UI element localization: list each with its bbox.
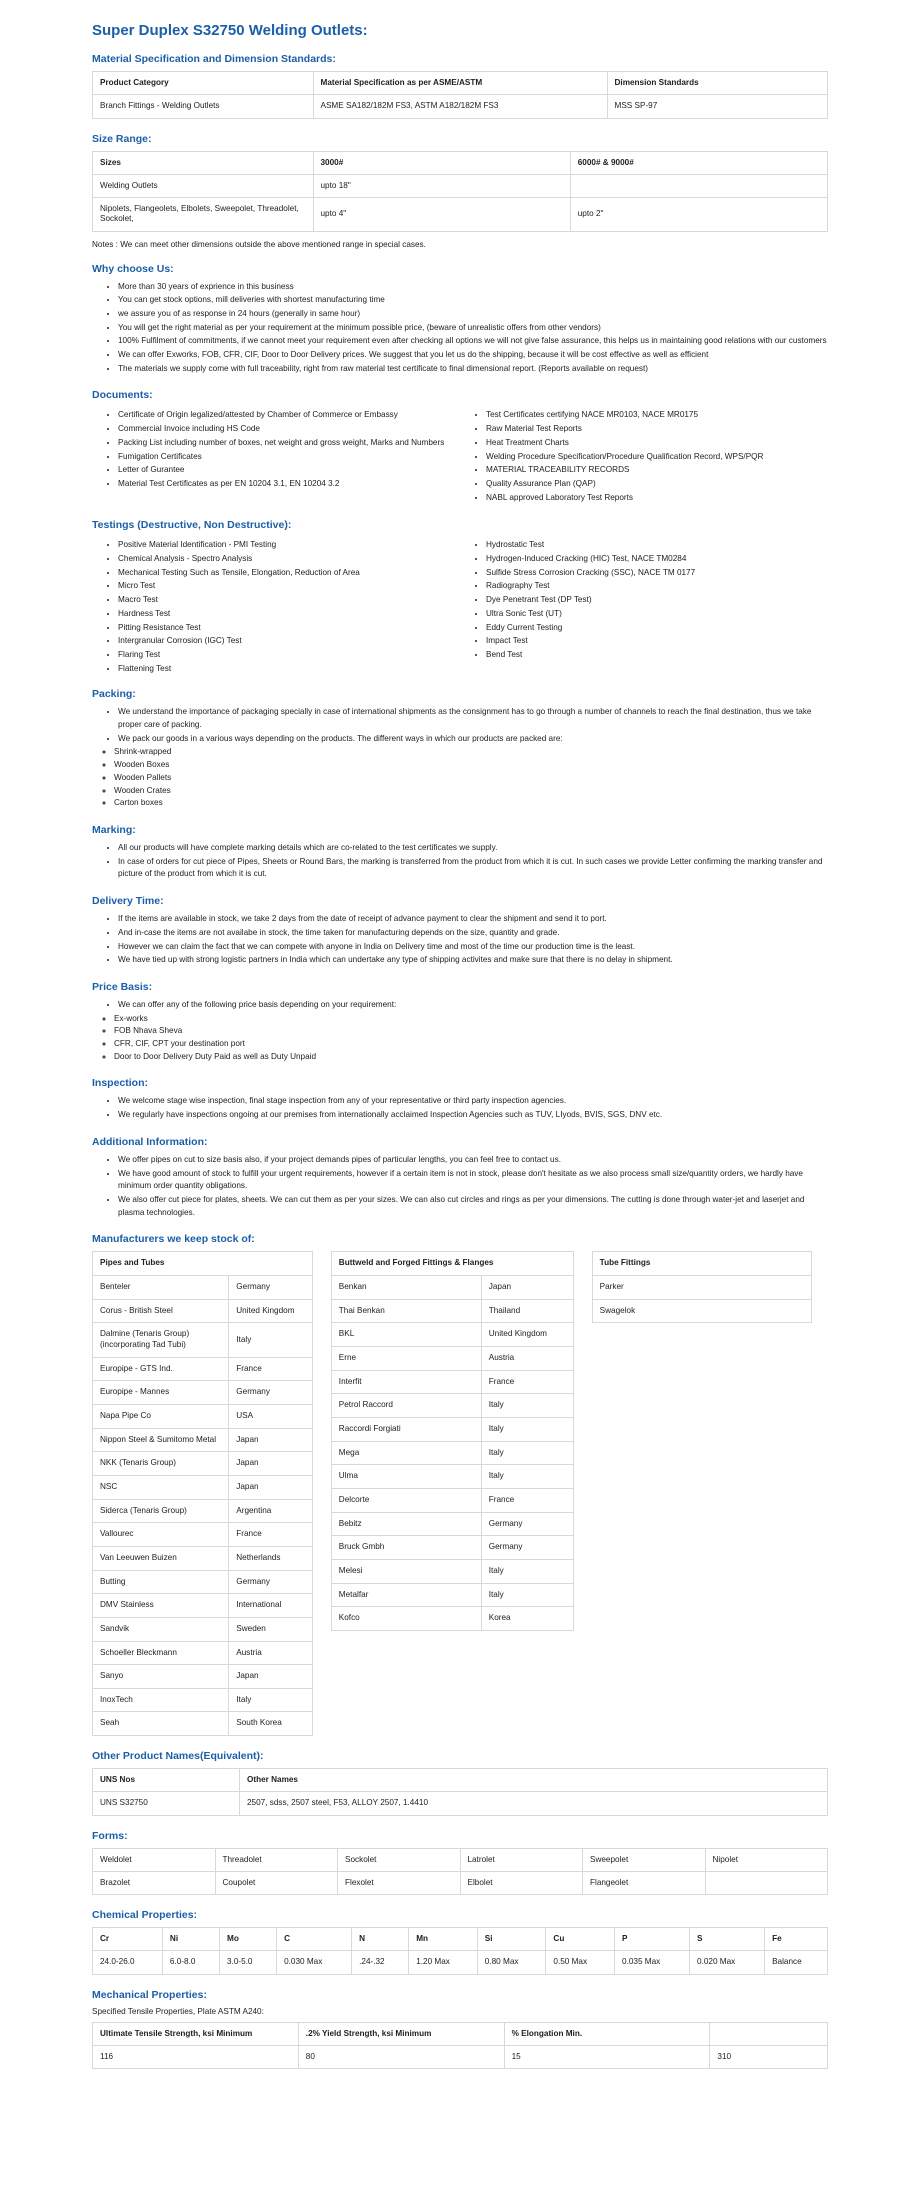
- cell-country: Japan: [481, 1276, 573, 1300]
- table-row: [93, 198, 828, 232]
- list-item: ◦ Ex-works: [114, 1013, 828, 1026]
- list-item: • Flattening Test: [118, 663, 460, 676]
- cell-maker: NKK (Tenaris Group): [93, 1452, 229, 1476]
- list-item: • Hydrogen-Induced Cracking (HIC) Test, NACE TM0284: [486, 553, 828, 566]
- section-heading-why-choose-us: Why choose Us:: [92, 262, 174, 275]
- col-mo: Mo: [220, 1928, 277, 1951]
- list-item: • NABL approved Laboratory Test Reports: [486, 492, 828, 505]
- table-row: [331, 1465, 573, 1489]
- cell-country: Italy: [229, 1323, 313, 1357]
- chemical-properties-table: [92, 1927, 828, 1975]
- section-heading-price-basis: Price Basis:: [92, 980, 153, 993]
- list-item: • However we can claim the fact that we can compete with anyone in India on Delivery time and most of the time our production time is the least.: [118, 941, 828, 954]
- list-item: • More than 30 years of exprience in this business: [118, 281, 828, 294]
- table-row: [93, 1848, 828, 1871]
- testings-right-column: [460, 537, 828, 676]
- col-6000-9000: 6000# & 9000#: [570, 151, 827, 174]
- table-header-row: [331, 1252, 573, 1276]
- table-row: [93, 1792, 828, 1815]
- cell-s: 0.020 Max: [690, 1951, 765, 1974]
- cell-maker: DMV Stainless: [93, 1594, 229, 1618]
- table-header-row: [93, 72, 828, 95]
- col-uns-nos: UNS Nos: [93, 1769, 240, 1792]
- list-item: • We offer pipes on cut to size basis also, if your project demands pipes of particular lengths, you can feel free to contact us.: [118, 1154, 828, 1167]
- cell-maker: Nippon Steel & Sumitomo Metal: [93, 1428, 229, 1452]
- list-item: • Micro Test: [118, 580, 460, 593]
- list-item: • We welcome stage wise inspection, final stage inspection from any of your representative or third party inspection agencies.: [118, 1095, 828, 1108]
- col-ultimate-tensile-strength: Ultimate Tensile Strength, ksi Minimum: [93, 2022, 299, 2045]
- cell-country: Germany: [229, 1570, 313, 1594]
- table-row: [93, 1570, 313, 1594]
- cell-maker: Europipe - Mannes: [93, 1381, 229, 1405]
- manufacturers-pipes-and-tubes: [92, 1251, 313, 1736]
- col-extra: [710, 2022, 828, 2045]
- cell-n: .24-.32: [352, 1951, 409, 1974]
- list-item: ◦ Door to Door Delivery Duty Paid as well as Duty Unpaid: [114, 1051, 828, 1064]
- table-row: [93, 1299, 313, 1323]
- cell-form: Elbolet: [460, 1871, 583, 1894]
- cell-mn: 1.20 Max: [409, 1951, 478, 1974]
- price-basis-list: [92, 999, 828, 1012]
- table-row: [93, 2045, 828, 2068]
- table-row: [331, 1536, 573, 1560]
- cell-size-6000: upto 2": [570, 198, 827, 232]
- cell-form: [705, 1871, 828, 1894]
- manufacturers-tube-fittings: [592, 1251, 813, 1323]
- documents-columns: [92, 407, 828, 505]
- list-item: • Heat Treatment Charts: [486, 437, 828, 450]
- list-item: • Radiography Test: [486, 580, 828, 593]
- additional-information-list: [92, 1154, 828, 1220]
- table-row: [331, 1299, 573, 1323]
- table-row: [592, 1276, 812, 1300]
- cell-country: United Kingdom: [481, 1323, 573, 1347]
- cell-maker: InoxTech: [93, 1688, 229, 1712]
- table-row: [93, 1665, 313, 1689]
- list-item: • Sulfide Stress Corrosion Cracking (SSC), NACE TM 0177: [486, 567, 828, 580]
- documents-right-list: [460, 409, 828, 504]
- cell-maker: Butting: [93, 1570, 229, 1594]
- list-item: • Mechanical Testing Such as Tensile, Elongation, Reduction of Area: [118, 567, 460, 580]
- cell-maker: NSC: [93, 1475, 229, 1499]
- cell-maker: Metalfar: [331, 1583, 481, 1607]
- cell-country: Italy: [481, 1441, 573, 1465]
- section-heading-mechanical-properties: Mechanical Properties:: [92, 1988, 207, 2001]
- size-range-note: Notes : We can meet other dimensions outside the above mentioned range in special cases.: [92, 239, 426, 249]
- list-item: • Intergranular Corrosion (IGC) Test: [118, 635, 460, 648]
- cell-maker: Bruck Gmbh: [331, 1536, 481, 1560]
- packing-sub-list: [92, 746, 828, 810]
- table-row: [331, 1276, 573, 1300]
- cell-maker: Vallourec: [93, 1523, 229, 1547]
- cell-country: Korea: [481, 1607, 573, 1631]
- cell-maker: Petrol Raccord: [331, 1394, 481, 1418]
- col-cr: Cr: [93, 1928, 163, 1951]
- cell-maker: Benkan: [331, 1276, 481, 1300]
- list-item: ◦ Wooden Crates: [114, 785, 828, 798]
- col-yield-strength: .2% Yield Strength, ksi Minimum: [298, 2022, 504, 2045]
- cell-form: Threadolet: [215, 1848, 338, 1871]
- col-other-names: Other Names: [240, 1769, 828, 1792]
- cell-maker: Thai Benkan: [331, 1299, 481, 1323]
- documents-left-list: [92, 409, 460, 490]
- table-row: [331, 1559, 573, 1583]
- list-item: • we assure you of as response in 24 hours (generally in same hour): [118, 308, 828, 321]
- list-item: • Bend Test: [486, 649, 828, 662]
- table-row: [93, 1951, 828, 1974]
- cell-maker: Corus - British Steel: [93, 1299, 229, 1323]
- list-item: ◦ CFR, CIF, CPT your destination port: [114, 1038, 828, 1051]
- cell-country: Netherlands: [229, 1546, 313, 1570]
- cell-maker: Raccordi Forgiati: [331, 1417, 481, 1441]
- table-row: [93, 1871, 828, 1894]
- cell-maker: Europipe - GTS Ind.: [93, 1357, 229, 1381]
- cell-country: Japan: [229, 1475, 313, 1499]
- table-row: [93, 1323, 313, 1357]
- cell-maker: Ulma: [331, 1465, 481, 1489]
- table-row: [93, 1428, 313, 1452]
- cell-maker: Schoeller Bleckmann: [93, 1641, 229, 1665]
- section-heading-delivery-time: Delivery Time:: [92, 895, 164, 908]
- cell-size-name: Welding Outlets: [93, 174, 314, 197]
- table-row: [93, 1688, 313, 1712]
- table-row: [331, 1394, 573, 1418]
- table-row: [93, 1276, 313, 1300]
- col-pipes-and-tubes: Pipes and Tubes: [93, 1252, 313, 1276]
- cell-country: France: [229, 1357, 313, 1381]
- table-row: [93, 1594, 313, 1618]
- cell-extra: 310: [710, 2045, 828, 2068]
- table-header-row: [93, 1928, 828, 1951]
- list-item: • Pitting Resistance Test: [118, 622, 460, 635]
- table-row: [592, 1299, 812, 1323]
- cell-country: United Kingdom: [229, 1299, 313, 1323]
- cell-uns-no: UNS S32750: [93, 1792, 240, 1815]
- list-item: • Hardness Test: [118, 608, 460, 621]
- cell-country: Italy: [481, 1394, 573, 1418]
- table-row: [331, 1370, 573, 1394]
- cell-country: Italy: [481, 1417, 573, 1441]
- list-item: • We also offer cut piece for plates, sheets. We can cut them as per your sizes. We can also cut circles and rings as per your dimensions. The cutting is done through water-jet and laserjet and plasma technologies.: [118, 1194, 828, 1219]
- cell-country: South Korea: [229, 1712, 313, 1736]
- pipes-and-tubes-table: [92, 1251, 313, 1736]
- table-row: [93, 1641, 313, 1665]
- cell-maker: Benteler: [93, 1276, 229, 1300]
- cell-si: 0.80 Max: [477, 1951, 546, 1974]
- page-title: Super Duplex S32750 Welding Outlets:: [92, 22, 368, 39]
- cell-yield-strength: 80: [298, 2045, 504, 2068]
- cell-form: Sockolet: [338, 1848, 461, 1871]
- cell-maker: Erne: [331, 1346, 481, 1370]
- section-heading-chemical-properties: Chemical Properties:: [92, 1909, 198, 1922]
- list-item: • We understand the importance of packaging specially in case of international shipments as the consignment has to go through a number of channels to reach the final destination, thus we take proper care of packing.: [118, 706, 828, 731]
- cell-country: Germany: [481, 1536, 573, 1560]
- table-row: [93, 1452, 313, 1476]
- cell-maker: Dalmine (Tenaris Group) (incorporating Tad Tubi): [93, 1323, 229, 1357]
- table-header-row: [93, 151, 828, 174]
- list-item: • We pack our goods in a various ways depending on the products. The different ways in which our products are packed are:: [118, 733, 828, 746]
- table-row: [93, 1475, 313, 1499]
- col-ni: Ni: [162, 1928, 219, 1951]
- cell-dimension-standards: MSS SP-97: [607, 95, 828, 118]
- cell-maker: Van Leeuwen Buizen: [93, 1546, 229, 1570]
- cell-maker: Seah: [93, 1712, 229, 1736]
- table-row: [93, 1499, 313, 1523]
- cell-maker: Siderca (Tenaris Group): [93, 1499, 229, 1523]
- list-item: • Packing List including number of boxes, net weight and gross weight, Marks and Numbers: [118, 437, 460, 450]
- cell-form: Sweepolet: [583, 1848, 706, 1871]
- cell-form: Nipolet: [705, 1848, 828, 1871]
- price-basis-sub-list: [92, 1013, 828, 1064]
- cell-country: USA: [229, 1404, 313, 1428]
- list-item: • Letter of Gurantee: [118, 464, 460, 477]
- list-item: • We can offer any of the following price basis depending on your requirement:: [118, 999, 828, 1012]
- list-item: • Positive Material Identification - PMI Testing: [118, 539, 460, 552]
- section-heading-testings: Testings (Destructive, Non Destructive):: [92, 519, 292, 532]
- cell-maker: BKL: [331, 1323, 481, 1347]
- table-row: [331, 1512, 573, 1536]
- list-item: • Quality Assurance Plan (QAP): [486, 478, 828, 491]
- table-row: [93, 1712, 313, 1736]
- cell-country: Germany: [229, 1381, 313, 1405]
- section-heading-material-spec: Material Specification and Dimension Standards:: [92, 53, 336, 65]
- section-heading-inspection: Inspection:: [92, 1077, 149, 1090]
- list-item: • Eddy Current Testing: [486, 622, 828, 635]
- list-item: • In case of orders for cut piece of Pipes, Sheets or Round Bars, the marking is transferred from the product from which it is cut. In such cases we provide Letter confirming the marking transfer and picture of the product from which it is cut.: [118, 856, 828, 881]
- forms-table: [92, 1848, 828, 1896]
- list-item: • You can get stock options, mill deliveries with shortest manufacturing time: [118, 294, 828, 307]
- table-header-row: [592, 1252, 812, 1276]
- other-names-table: [92, 1768, 828, 1816]
- table-row: [331, 1488, 573, 1512]
- cell-form: Flangeolet: [583, 1871, 706, 1894]
- list-item: • All our products will have complete marking details which are co-related to the test certificates we supply.: [118, 842, 828, 855]
- list-item: • 100% Fulfilment of commitments, if we cannot meet your requirement even after checking all options we will not give false assurance, this helps us in maintaining good relations with our customers: [118, 335, 828, 348]
- cell-country: Austria: [481, 1346, 573, 1370]
- table-row: [93, 1617, 313, 1641]
- table-header-row: [93, 2022, 828, 2045]
- cell-form: Weldolet: [93, 1848, 216, 1871]
- list-item: • Material Test Certificates as per EN 10204 3.1, EN 10204 3.2: [118, 478, 460, 491]
- section-heading-packing: Packing:: [92, 688, 136, 701]
- cell-country: Austria: [229, 1641, 313, 1665]
- table-row: [331, 1323, 573, 1347]
- size-range-table: [92, 151, 828, 232]
- tube-fittings-table: [592, 1251, 813, 1323]
- list-item: • Flaring Test: [118, 649, 460, 662]
- testings-left-list: [92, 539, 460, 675]
- section-heading-forms: Forms:: [92, 1829, 128, 1842]
- table-row: [93, 1523, 313, 1547]
- cell-country: Argentina: [229, 1499, 313, 1523]
- cell-country: Germany: [481, 1512, 573, 1536]
- cell-maker: Interfit: [331, 1370, 481, 1394]
- cell-country: Italy: [481, 1465, 573, 1489]
- list-item: • And in-case the items are not availabe in stock, the time taken for manufacturing depends on the size, quantity and grade.: [118, 927, 828, 940]
- cell-product-category: Branch Fittings - Welding Outlets: [93, 95, 314, 118]
- cell-c: 0.030 Max: [277, 1951, 352, 1974]
- list-item: • Macro Test: [118, 594, 460, 607]
- cell-ni: 6.0-8.0: [162, 1951, 219, 1974]
- list-item: ◦ Wooden Pallets: [114, 772, 828, 785]
- list-item: • The materials we supply come with full traceability, right from raw material test certificate to final dimensional report. (Reports available on request): [118, 363, 828, 376]
- list-item: • We can offer Exworks, FOB, CFR, CIF, Door to Door Delivery prices. We suggest that you let us do the shipping, because it will be cost effective as well as efficient: [118, 349, 828, 362]
- col-n: N: [352, 1928, 409, 1951]
- cell-material-spec: ASME SA182/182M FS3, ASTM A182/182M FS3: [313, 95, 607, 118]
- cell-maker: Mega: [331, 1441, 481, 1465]
- list-item: • Certificate of Origin legalized/attested by Chamber of Commerce or Embassy: [118, 409, 460, 422]
- cell-form: Flexolet: [338, 1871, 461, 1894]
- manufacturers-buttweld-forged: [331, 1251, 574, 1631]
- col-dimension-standards: Dimension Standards: [607, 72, 828, 95]
- cell-country: France: [481, 1370, 573, 1394]
- table-row: [93, 95, 828, 118]
- col-sizes: Sizes: [93, 151, 314, 174]
- marking-list: [92, 842, 828, 881]
- cell-maker: Delcorte: [331, 1488, 481, 1512]
- section-heading-size-range: Size Range:: [92, 132, 152, 145]
- col-fe: Fe: [765, 1928, 828, 1951]
- cell-country: Italy: [481, 1559, 573, 1583]
- cell-other-names: 2507, sdss, 2507 steel, F53, ALLOY 2507, 1.4410: [240, 1792, 828, 1815]
- list-item: • Hydrostatic Test: [486, 539, 828, 552]
- list-item: • We have good amount of stock to fulfill your urgent requirements, however if a certain item is not in stock, please don't hesitate as we also process small size/quantity orders, we hardly have minimum order quantity obligations.: [118, 1168, 828, 1193]
- list-item: • Welding Procedure Specification/Procedure Qualification Record, WPS/PQR: [486, 451, 828, 464]
- cell-country: Japan: [229, 1428, 313, 1452]
- col-3000: 3000#: [313, 151, 570, 174]
- table-row: [331, 1441, 573, 1465]
- list-item: • Fumigation Certificates: [118, 451, 460, 464]
- col-si: Si: [477, 1928, 546, 1951]
- cell-country: France: [229, 1523, 313, 1547]
- col-p: P: [615, 1928, 690, 1951]
- list-item: • Dye Penetrant Test (DP Test): [486, 594, 828, 607]
- manufacturers-columns: [92, 1251, 828, 1736]
- section-heading-manufacturers: Manufacturers we keep stock of:: [92, 1233, 255, 1246]
- cell-country: Sweden: [229, 1617, 313, 1641]
- col-tube-fittings: Tube Fittings: [592, 1252, 812, 1276]
- list-item: ◦ Carton boxes: [114, 797, 828, 810]
- documents-right-column: [460, 407, 828, 505]
- col-cu: Cu: [546, 1928, 615, 1951]
- col-material-spec: Material Specification as per ASME/ASTM: [313, 72, 607, 95]
- list-item: • Raw Material Test Reports: [486, 423, 828, 436]
- cell-country: Italy: [229, 1688, 313, 1712]
- list-item: ◦ Shrink-wrapped: [114, 746, 828, 759]
- table-row: [331, 1417, 573, 1441]
- cell-country: Japan: [229, 1452, 313, 1476]
- list-item: • Test Certificates certifying NACE MR0103, NACE MR0175: [486, 409, 828, 422]
- cell-maker: Parker: [592, 1276, 812, 1300]
- col-mn: Mn: [409, 1928, 478, 1951]
- table-header-row: [93, 1769, 828, 1792]
- cell-cr: 24.0-26.0: [93, 1951, 163, 1974]
- table-row: [93, 1357, 313, 1381]
- list-item: • We have tied up with strong logistic partners in India which can undertake any type of shipping activites and make sure that there is no delay in shipment.: [118, 954, 828, 967]
- list-item: ◦ FOB Nhava Sheva: [114, 1025, 828, 1038]
- cell-maker: Sandvik: [93, 1617, 229, 1641]
- table-row: [93, 1546, 313, 1570]
- col-product-category: Product Category: [93, 72, 314, 95]
- cell-elongation: 15: [504, 2045, 710, 2068]
- section-heading-other-names: Other Product Names(Equivalent):: [92, 1750, 264, 1763]
- testings-left-column: [92, 537, 460, 676]
- cell-size-name: Nipolets, Flangeolets, Elbolets, Sweepolet, Threadolet, Sockolet,: [93, 198, 314, 232]
- table-row: [93, 1381, 313, 1405]
- cell-country: Italy: [481, 1583, 573, 1607]
- table-row: [331, 1607, 573, 1631]
- cell-ultimate-tensile-strength: 116: [93, 2045, 299, 2068]
- cell-p: 0.035 Max: [615, 1951, 690, 1974]
- cell-maker: Melesi: [331, 1559, 481, 1583]
- list-item: • Chemical Analysis - Spectro Analysis: [118, 553, 460, 566]
- list-item: • Ultra Sonic Test (UT): [486, 608, 828, 621]
- section-heading-documents: Documents:: [92, 389, 153, 402]
- list-item: • If the items are available in stock, we take 2 days from the date of receipt of advance payment to clear the shipment and send it to port.: [118, 913, 828, 926]
- cell-country: Thailand: [481, 1299, 573, 1323]
- cell-maker: Bebitz: [331, 1512, 481, 1536]
- testings-columns: [92, 537, 828, 676]
- cell-fe: Balance: [765, 1951, 828, 1974]
- cell-country: Germany: [229, 1276, 313, 1300]
- list-item: • We regularly have inspections ongoing at our premises from internationally acclaimed Inspection Agencies such as TUV, LIyods, BVIS, SGS, DNV etc.: [118, 1109, 828, 1122]
- table-header-row: [93, 1252, 313, 1276]
- list-item: • Commercial Invoice including HS Code: [118, 423, 460, 436]
- list-item: ◦ Wooden Boxes: [114, 759, 828, 772]
- cell-size-3000: upto 4": [313, 198, 570, 232]
- col-s: S: [690, 1928, 765, 1951]
- cell-maker: Kofco: [331, 1607, 481, 1631]
- cell-cu: 0.50 Max: [546, 1951, 615, 1974]
- cell-size-3000: upto 18": [313, 174, 570, 197]
- cell-country: Japan: [229, 1665, 313, 1689]
- table-row: [331, 1583, 573, 1607]
- cell-maker: Swagelok: [592, 1299, 812, 1323]
- cell-form: Coupolet: [215, 1871, 338, 1894]
- inspection-list: [92, 1095, 828, 1121]
- section-heading-additional-information: Additional Information:: [92, 1135, 208, 1148]
- table-row: [93, 174, 828, 197]
- mechanical-subtitle: Specified Tensile Properties, Plate ASTM A240:: [92, 2006, 264, 2016]
- table-row: [331, 1346, 573, 1370]
- cell-size-6000: [570, 174, 827, 197]
- list-item: • Impact Test: [486, 635, 828, 648]
- list-item: • MATERIAL TRACEABILITY RECORDS: [486, 464, 828, 477]
- buttweld-forged-table: [331, 1251, 574, 1631]
- delivery-time-list: [92, 913, 828, 967]
- cell-country: International: [229, 1594, 313, 1618]
- why-choose-us-list: [92, 281, 828, 376]
- mechanical-properties-table: [92, 2022, 828, 2070]
- table-row: [93, 1404, 313, 1428]
- cell-form: Latrolet: [460, 1848, 583, 1871]
- col-elongation: % Elongation Min.: [504, 2022, 710, 2045]
- testings-right-list: [460, 539, 828, 661]
- material-spec-table: [92, 71, 828, 119]
- cell-country: France: [481, 1488, 573, 1512]
- packing-list: [92, 706, 828, 745]
- col-c: C: [277, 1928, 352, 1951]
- cell-maker: Napa Pipe Co: [93, 1404, 229, 1428]
- cell-mo: 3.0-5.0: [220, 1951, 277, 1974]
- cell-form: Brazolet: [93, 1871, 216, 1894]
- col-buttweld-forged: Buttweld and Forged Fittings & Flanges: [331, 1252, 573, 1276]
- cell-maker: Sanyo: [93, 1665, 229, 1689]
- section-heading-marking: Marking:: [92, 824, 136, 836]
- documents-left-column: [92, 407, 460, 505]
- list-item: • You will get the right material as per your requirement at the minimum possible price, (beware of unrealistic offers from other vendors): [118, 322, 828, 335]
